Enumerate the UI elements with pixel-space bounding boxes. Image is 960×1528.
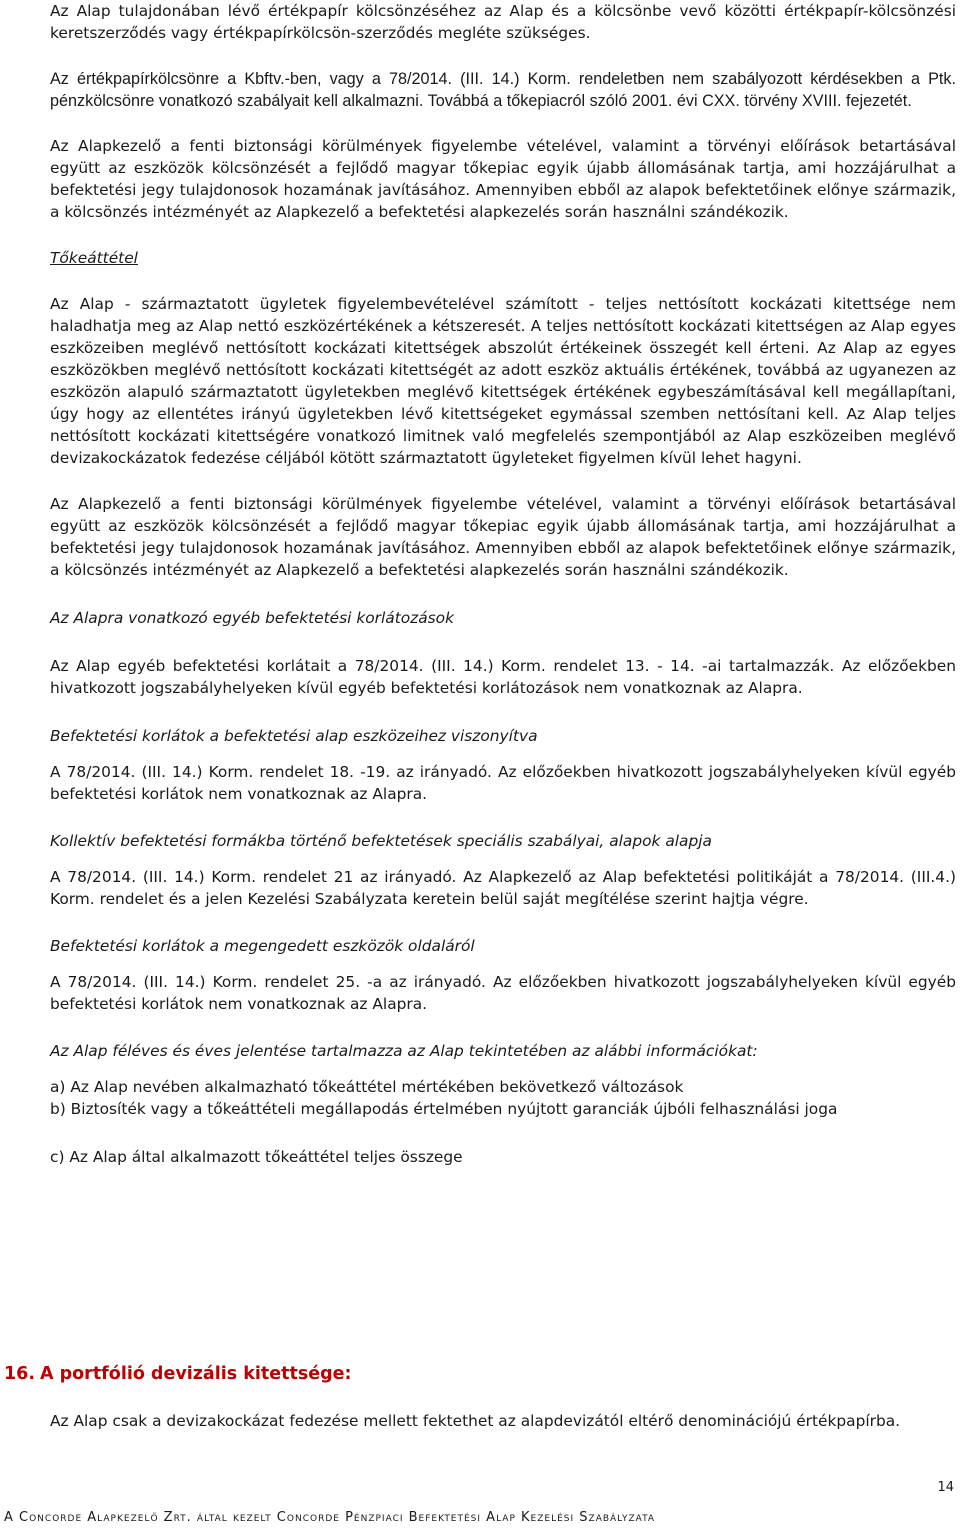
paragraph-applicable-law: Az értékpapírkölcsönre a Kbftv.-ben, vagy a 78/2014. (III. 14.) Korm. rendeletben nem szabályozott kérdésekben a Ptk. pénzkölcsönre vonatkozó szabályait kell alkalmazni. Továbbá a tőkepiacról szóló 2001. évi CXX. törvény XVIII. fejezetét. — [50, 70, 956, 110]
paragraph-currency-exposure: Az Alap csak a devizakockázat fedezése mellett fektethet az alapdevizától eltérő denominációjú értékpapírba. — [50, 1412, 901, 1430]
section-number: 16. — [4, 1364, 36, 1384]
heading-report-contents: Az Alap féléves és éves jelentése tartalmazza az Alap tekintetében az alábbi információkat: — [50, 1042, 758, 1060]
section-title: A portfólió devizális kitettsége: — [40, 1364, 352, 1384]
heading-other-restrictions: Az Alapra vonatkozó egyéb befektetési korlátozások — [50, 609, 454, 627]
heading-leverage: Tőkeáttétel — [50, 249, 138, 267]
paragraph-lending-purpose-repeat: Az Alapkezelő a fenti biztonsági körülmények figyelembe vételével, valamint a törvényi előírások betartásával együtt az eszközök kölcsönzését a fejlődő magyar tőkepiac egyik újabb állomásának tartja, ami hozzájárulhat a befektetési jegy tulajdonosok hozamának javításához. Amennyiben ebből az alapok befektetőinek előnye származik, a kölcsönzés intézményét az Alapkezelő a befektetési alapkezelés során használni szándékozik. — [50, 495, 956, 579]
document-page — [50, 0, 956, 1168]
list-item-c: c) Az Alap által alkalmazott tőkeáttétel teljes összege — [50, 1148, 463, 1166]
paragraph-collective-investment: A 78/2014. (III. 14.) Korm. rendelet 21 az irányadó. Az Alapkezelő az Alap befektetési politikáját a 78/2014. (III.4.) Korm. rendelet és a jelen Kezelési Szabályzata keretein belül saját megítélése szerint hajtja végre. — [50, 868, 956, 908]
heading-asset-limits: Befektetési korlátok a befektetési alap eszközeihez viszonyítva — [50, 727, 538, 745]
section-heading-16 — [4, 1362, 352, 1386]
page-footer: A Concorde Alapkezelő Zrt. által kezelt Concorde Pénzpiaci Befektetési Alap Kezelési Szabályzata — [4, 1510, 656, 1525]
paragraph-lending-agreement: Az Alap tulajdonában lévő értékpapír kölcsönzéséhez az Alap és a kölcsönbe vevő közötti értékpapír-kölcsönzési keretszerződés vagy értékpapírkölcsön-szerződés megléte szükséges. — [50, 2, 956, 42]
paragraph-lending-purpose: Az Alapkezelő a fenti biztonsági körülmények figyelembe vételével, valamint a törvényi előírások betartásával együtt az eszközök kölcsönzését a fejlődő magyar tőkepiac egyik újabb állomásának tartja, ami hozzájárulhat a befektetési jegy tulajdonosok hozamának javításához. Amennyiben ebből az alapok befektetőinek előnye származik, a kölcsönzés intézményét az Alapkezelő a befektetési alapkezelés során használni szándékozik. — [50, 137, 956, 221]
list-item-b: b) Biztosíték vagy a tőkeáttételi megállapodás értelmében nyújtott garanciák újbóli felhasználási joga — [50, 1100, 838, 1118]
list-item-a: a) Az Alap nevében alkalmazható tőkeáttétel mértékében bekövetkező változások — [50, 1078, 684, 1096]
paragraph-leverage: Az Alap - származtatott ügyletek figyelembevételével számított - teljes nettósított kockázati kitettsége nem haladhatja meg az Alap nettó eszközértékének a kétszeresét. A teljes nettósított kockázati kitettségen az Alap egyes eszközeiben meglévő nettósított kockázati kitettségek abszolút értékeinek összegét kell érteni. Az Alap az egyes eszközökben meglévő nettósított kockázati kitettségét az adott eszköz aktuális értékének, továbbá az ugyanezen az eszközön alapuló származtatott ügyletekben meglévő kitettségek értékének egybeszámításával kell megállapítani, úgy hogy az ellentétes irányú ügyletekben lévő kitettségeket egymással szemben nettósítani kell. Az Alap teljes nettósított kockázati kitettségére vonatkozó limitnek való megfelelés szempontjából az Alap eszközeiben meglévő devizakockázatok fedezése céljából kötött származtatott ügyleteket figyelmen kívül lehet hagyni. — [50, 295, 956, 467]
paragraph-permitted-assets: A 78/2014. (III. 14.) Korm. rendelet 25. -a az irányadó. Az előzőekben hivatkozott jogszabályhelyeken kívül egyéb befektetési korlátok nem vonatkoznak az Alapra. — [50, 973, 956, 1013]
page-number: 14 — [937, 1480, 954, 1495]
heading-permitted-assets: Befektetési korlátok a megengedett eszközök oldaláról — [50, 937, 475, 955]
paragraph-other-restrictions: Az Alap egyéb befektetési korlátait a 78/2014. (III. 14.) Korm. rendelet 13. - 14. -ai tartalmazzák. Az előzőekben hivatkozott jogszabályhelyeken kívül egyéb befektetési korlátozások nem vonatkoznak az Alapra. — [50, 657, 956, 697]
heading-collective-investment: Kollektív befektetési formákba történő befektetések speciális szabályai, alapok alapja — [50, 832, 712, 850]
paragraph-asset-limits: A 78/2014. (III. 14.) Korm. rendelet 18. -19. az irányadó. Az előzőekben hivatkozott jogszabályhelyeken kívül egyéb befektetési korlátok nem vonatkoznak az Alapra. — [50, 763, 956, 803]
